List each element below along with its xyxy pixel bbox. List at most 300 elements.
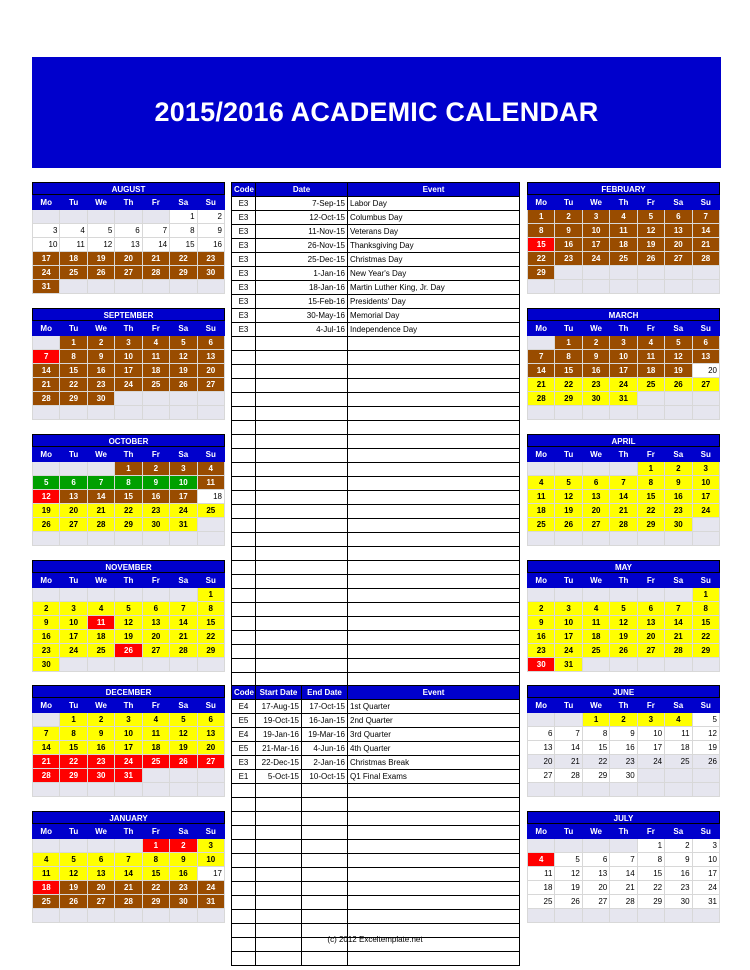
- week-row: [528, 476, 720, 490]
- table-row: [232, 854, 520, 868]
- day-cell: 27: [692, 378, 719, 392]
- day-cell: [115, 392, 142, 406]
- day-cell: 25: [528, 895, 555, 909]
- table-cell: Martin Luther King, Jr. Day: [348, 281, 520, 295]
- week-row: [528, 602, 720, 616]
- day-cell: [528, 588, 555, 602]
- day-cell: 4: [582, 602, 609, 616]
- table-cell: [232, 533, 256, 547]
- day-cell: 23: [665, 504, 692, 518]
- day-cell: [170, 406, 197, 420]
- table-cell: [348, 449, 520, 463]
- week-row: [33, 406, 225, 420]
- day-cell: [115, 783, 142, 797]
- day-cell: 5: [170, 336, 197, 350]
- day-cell: 1: [637, 839, 664, 853]
- table-cell: [232, 868, 256, 882]
- day-cell: 4: [142, 713, 169, 727]
- day-cell: 27: [197, 755, 224, 769]
- day-cell: 13: [60, 490, 87, 504]
- day-cell: 18: [528, 881, 555, 895]
- weekday-label: Su: [197, 448, 224, 462]
- day-cell: 18: [87, 630, 114, 644]
- day-cell: 30: [87, 392, 114, 406]
- table-cell: [232, 645, 256, 659]
- day-cell: 10: [115, 350, 142, 364]
- weekday-label: Su: [197, 196, 224, 210]
- table-cell: Presidents' Day: [348, 295, 520, 309]
- day-cell: [692, 909, 719, 923]
- week-row: [33, 392, 225, 406]
- week-row: [33, 490, 225, 504]
- weekday-label: Tu: [555, 196, 582, 210]
- table-row: [232, 910, 520, 924]
- day-cell: [87, 462, 114, 476]
- week-row: [528, 490, 720, 504]
- weekday-label: Sa: [665, 448, 692, 462]
- week-row: [33, 713, 225, 727]
- day-cell: [692, 406, 719, 420]
- weekday-header: [33, 196, 225, 210]
- day-cell: 1: [528, 210, 555, 224]
- month-title: OCTOBER: [32, 434, 225, 447]
- day-cell: 22: [637, 504, 664, 518]
- table-cell: [348, 547, 520, 561]
- day-cell: 16: [528, 630, 555, 644]
- day-cell: 27: [582, 518, 609, 532]
- day-cell: 26: [610, 644, 637, 658]
- day-cell: 16: [665, 490, 692, 504]
- weekday-header: [528, 322, 720, 336]
- table-cell: E1: [232, 770, 256, 784]
- day-cell: [665, 588, 692, 602]
- day-cell: 21: [142, 252, 169, 266]
- table-cell: [256, 491, 348, 505]
- week-row: [528, 406, 720, 420]
- day-cell: 15: [692, 616, 719, 630]
- day-cell: [582, 532, 609, 546]
- day-cell: [87, 658, 114, 672]
- day-cell: [665, 658, 692, 672]
- day-cell: 20: [582, 504, 609, 518]
- table-cell: [348, 784, 520, 798]
- week-row: [528, 755, 720, 769]
- day-cell: 2: [142, 462, 169, 476]
- day-cell: 3: [637, 713, 664, 727]
- weekday-label: We: [87, 574, 114, 588]
- weekday-label: Tu: [555, 322, 582, 336]
- day-cell: 5: [170, 713, 197, 727]
- table-cell: [302, 952, 348, 966]
- day-cell: 28: [528, 392, 555, 406]
- day-cell: [610, 909, 637, 923]
- table-cell: 2nd Quarter: [348, 714, 520, 728]
- day-cell: [170, 909, 197, 923]
- week-row: [528, 518, 720, 532]
- day-cell: 16: [87, 364, 114, 378]
- day-cell: 21: [610, 504, 637, 518]
- weekday-label: Sa: [170, 574, 197, 588]
- day-cell: [555, 280, 582, 294]
- week-row: [33, 378, 225, 392]
- day-cell: [197, 406, 224, 420]
- weekday-header: [33, 699, 225, 713]
- weekday-label: Tu: [555, 699, 582, 713]
- table-cell: E5: [232, 714, 256, 728]
- day-cell: 25: [87, 644, 114, 658]
- day-cell: [197, 783, 224, 797]
- day-cell: 22: [142, 881, 169, 895]
- week-row: [528, 783, 720, 797]
- day-cell: 22: [582, 755, 609, 769]
- weekday-label: Su: [692, 825, 719, 839]
- week-row: [33, 644, 225, 658]
- day-cell: 8: [60, 727, 87, 741]
- day-cell: 27: [87, 895, 114, 909]
- day-cell: 11: [33, 867, 60, 881]
- table-cell: Christmas Day: [348, 253, 520, 267]
- day-cell: 7: [528, 350, 555, 364]
- weekday-label: Tu: [60, 448, 87, 462]
- day-cell: 15: [555, 364, 582, 378]
- day-cell: 26: [33, 518, 60, 532]
- day-cell: 26: [692, 755, 719, 769]
- month-title: MAY: [527, 560, 720, 573]
- weekday-label: We: [87, 699, 114, 713]
- day-cell: 4: [142, 336, 169, 350]
- day-cell: [170, 769, 197, 783]
- day-cell: [582, 588, 609, 602]
- day-cell: [610, 406, 637, 420]
- day-cell: 4: [87, 602, 114, 616]
- table-row: [232, 435, 520, 449]
- column-header: End Date: [302, 686, 348, 700]
- day-cell: 8: [170, 224, 197, 238]
- week-row: [528, 713, 720, 727]
- weekday-label: Th: [115, 448, 142, 462]
- table-cell: 10-Oct-15: [302, 770, 348, 784]
- day-cell: [142, 658, 169, 672]
- weekday-label: Th: [610, 825, 637, 839]
- day-cell: 29: [637, 518, 664, 532]
- weekday-header: [528, 825, 720, 839]
- day-cell: 10: [637, 727, 664, 741]
- weekday-label: Mo: [528, 825, 555, 839]
- day-cell: 3: [115, 336, 142, 350]
- table-cell: E3: [232, 267, 256, 281]
- table-cell: [348, 491, 520, 505]
- day-cell: [582, 280, 609, 294]
- day-cell: 8: [528, 224, 555, 238]
- table-cell: [232, 505, 256, 519]
- day-cell: 9: [170, 853, 197, 867]
- day-cell: 3: [170, 462, 197, 476]
- day-cell: 7: [115, 853, 142, 867]
- day-cell: [665, 532, 692, 546]
- table-cell: [256, 351, 348, 365]
- day-cell: [87, 210, 114, 224]
- day-cell: 26: [555, 518, 582, 532]
- day-cell: 8: [692, 602, 719, 616]
- month-title: JUNE: [527, 685, 720, 698]
- table-cell: 26-Nov-15: [256, 239, 348, 253]
- day-cell: 1: [60, 713, 87, 727]
- day-cell: [115, 406, 142, 420]
- table-row: [232, 840, 520, 854]
- day-cell: 5: [637, 210, 664, 224]
- day-cell: 23: [142, 504, 169, 518]
- day-cell: 19: [115, 630, 142, 644]
- day-cell: [582, 783, 609, 797]
- day-cell: 22: [555, 378, 582, 392]
- table-row: [232, 645, 520, 659]
- day-cell: 19: [87, 252, 114, 266]
- day-cell: 3: [197, 839, 224, 853]
- day-cell: 14: [142, 238, 169, 252]
- day-cell: 25: [60, 266, 87, 280]
- weekday-label: Sa: [665, 196, 692, 210]
- day-cell: [555, 909, 582, 923]
- day-cell: [170, 588, 197, 602]
- day-cell: 23: [665, 881, 692, 895]
- day-cell: [87, 532, 114, 546]
- table-row: [232, 575, 520, 589]
- day-cell: 2: [87, 336, 114, 350]
- week-row: [528, 462, 720, 476]
- table-row: [232, 798, 520, 812]
- table-row: [232, 882, 520, 896]
- day-cell: 15: [115, 490, 142, 504]
- table-cell: [232, 477, 256, 491]
- week-row: [33, 266, 225, 280]
- day-cell: [610, 783, 637, 797]
- day-cell: 30: [87, 769, 114, 783]
- day-cell: 20: [637, 630, 664, 644]
- day-cell: [33, 336, 60, 350]
- weekday-label: Sa: [665, 699, 692, 713]
- day-cell: [555, 783, 582, 797]
- day-cell: [142, 392, 169, 406]
- weekday-label: Mo: [33, 448, 60, 462]
- month-title: SEPTEMBER: [32, 308, 225, 321]
- table-row: [232, 351, 520, 365]
- day-cell: 14: [87, 490, 114, 504]
- table-cell: [348, 603, 520, 617]
- weekday-label: Fr: [637, 574, 664, 588]
- day-cell: 10: [115, 727, 142, 741]
- day-cell: 17: [582, 238, 609, 252]
- day-cell: 2: [582, 336, 609, 350]
- day-cell: 10: [582, 224, 609, 238]
- weekday-label: Mo: [528, 574, 555, 588]
- day-cell: 13: [582, 490, 609, 504]
- day-cell: [170, 658, 197, 672]
- week-row: [33, 769, 225, 783]
- day-cell: 30: [528, 658, 555, 672]
- day-cell: [115, 658, 142, 672]
- table-cell: E3: [232, 211, 256, 225]
- weekday-label: Tu: [60, 699, 87, 713]
- month-title: MARCH: [527, 308, 720, 321]
- day-cell: 4: [637, 336, 664, 350]
- day-cell: 12: [170, 727, 197, 741]
- day-cell: 15: [60, 364, 87, 378]
- table-row: [232, 547, 520, 561]
- week-row: [528, 616, 720, 630]
- table-cell: [232, 854, 256, 868]
- day-cell: [610, 462, 637, 476]
- day-cell: 25: [582, 644, 609, 658]
- day-cell: 31: [33, 280, 60, 294]
- day-cell: 29: [197, 644, 224, 658]
- day-cell: 8: [637, 476, 664, 490]
- day-cell: 24: [60, 644, 87, 658]
- weekday-label: Tu: [60, 825, 87, 839]
- week-row: [33, 532, 225, 546]
- week-row: [33, 909, 225, 923]
- weekday-label: Mo: [528, 196, 555, 210]
- title-banner: [32, 57, 721, 168]
- day-cell: [33, 588, 60, 602]
- day-cell: 15: [170, 238, 197, 252]
- weekday-header: [33, 448, 225, 462]
- day-cell: 23: [555, 252, 582, 266]
- day-cell: 24: [692, 881, 719, 895]
- day-cell: [142, 783, 169, 797]
- table-cell: [256, 631, 348, 645]
- day-cell: 14: [170, 616, 197, 630]
- day-cell: 29: [60, 392, 87, 406]
- day-cell: 4: [60, 224, 87, 238]
- day-cell: 17: [115, 364, 142, 378]
- day-cell: 20: [142, 630, 169, 644]
- table-cell: 2-Jan-16: [302, 756, 348, 770]
- table-row: [232, 533, 520, 547]
- day-cell: [582, 406, 609, 420]
- periods-table: [231, 685, 520, 966]
- day-cell: [610, 266, 637, 280]
- day-cell: 11: [665, 727, 692, 741]
- day-cell: 6: [115, 224, 142, 238]
- table-cell: [256, 547, 348, 561]
- table-row: [232, 631, 520, 645]
- table-cell: [348, 435, 520, 449]
- day-cell: [60, 406, 87, 420]
- weekday-label: We: [582, 196, 609, 210]
- weekday-label: Su: [692, 322, 719, 336]
- day-cell: 23: [582, 378, 609, 392]
- table-row: [232, 309, 520, 323]
- day-cell: 30: [33, 658, 60, 672]
- table-cell: [256, 882, 302, 896]
- day-cell: 4: [665, 713, 692, 727]
- day-cell: 6: [197, 336, 224, 350]
- day-cell: 25: [665, 755, 692, 769]
- week-row: [33, 280, 225, 294]
- day-cell: 6: [197, 713, 224, 727]
- weekday-label: Fr: [142, 574, 169, 588]
- week-row: [528, 210, 720, 224]
- day-cell: 1: [692, 588, 719, 602]
- day-cell: 27: [197, 378, 224, 392]
- table-cell: [232, 784, 256, 798]
- week-row: [33, 252, 225, 266]
- day-cell: 23: [197, 252, 224, 266]
- table-row: [232, 421, 520, 435]
- day-cell: 26: [115, 644, 142, 658]
- weekday-label: Sa: [170, 825, 197, 839]
- table-row: [232, 211, 520, 225]
- day-cell: 9: [665, 853, 692, 867]
- day-cell: 12: [665, 350, 692, 364]
- day-cell: 21: [528, 378, 555, 392]
- table-cell: [256, 868, 302, 882]
- column-header: Code: [232, 686, 256, 700]
- day-cell: 9: [665, 476, 692, 490]
- weekday-header: [33, 574, 225, 588]
- day-cell: 16: [87, 741, 114, 755]
- day-cell: 27: [528, 769, 555, 783]
- table-cell: [232, 617, 256, 631]
- day-cell: 28: [142, 266, 169, 280]
- day-cell: [60, 280, 87, 294]
- week-row: [33, 839, 225, 853]
- day-cell: [555, 588, 582, 602]
- day-cell: 4: [197, 462, 224, 476]
- table-row: [232, 770, 520, 784]
- weekday-label: Sa: [665, 574, 692, 588]
- day-cell: 15: [60, 741, 87, 755]
- column-header: Date: [256, 183, 348, 197]
- table-cell: [348, 463, 520, 477]
- weekday-label: Mo: [33, 825, 60, 839]
- day-cell: [637, 588, 664, 602]
- table-cell: [302, 882, 348, 896]
- day-cell: 30: [582, 392, 609, 406]
- table-cell: [348, 868, 520, 882]
- table-cell: [348, 477, 520, 491]
- day-cell: 9: [555, 224, 582, 238]
- weekday-label: Th: [610, 448, 637, 462]
- column-header: Event: [348, 183, 520, 197]
- table-cell: [302, 896, 348, 910]
- day-cell: 11: [582, 616, 609, 630]
- table-cell: [256, 798, 302, 812]
- table-cell: E3: [232, 197, 256, 211]
- table-cell: [232, 407, 256, 421]
- day-cell: 21: [170, 630, 197, 644]
- column-header: Start Date: [256, 686, 302, 700]
- week-row: [528, 741, 720, 755]
- month-october: [32, 434, 225, 546]
- table-row: [232, 295, 520, 309]
- weekday-label: We: [87, 448, 114, 462]
- day-cell: 6: [528, 727, 555, 741]
- day-cell: 15: [637, 490, 664, 504]
- day-cell: 11: [528, 867, 555, 881]
- day-cell: 19: [33, 504, 60, 518]
- day-cell: [87, 280, 114, 294]
- day-cell: 7: [87, 476, 114, 490]
- weekday-header: [33, 825, 225, 839]
- day-cell: [555, 266, 582, 280]
- week-row: [528, 658, 720, 672]
- day-cell: 18: [665, 741, 692, 755]
- table-cell: [256, 337, 348, 351]
- day-cell: 5: [60, 853, 87, 867]
- day-cell: [692, 280, 719, 294]
- day-cell: 9: [87, 727, 114, 741]
